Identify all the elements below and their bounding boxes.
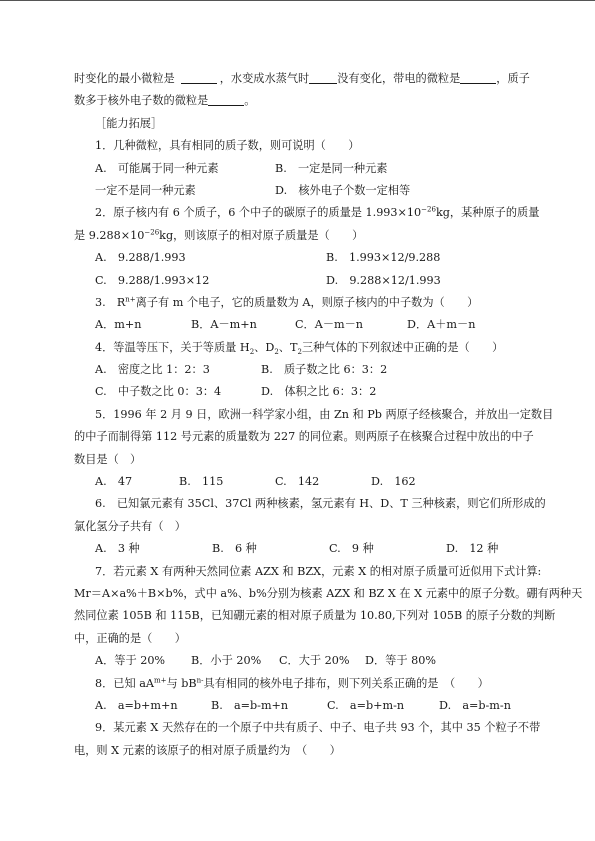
- q7-stem-3: 然同位素 105B 和 115B，已知硼元素的相对原子质量为 10.80,下列对 105B 的原子分数的判断: [74, 609, 556, 623]
- q5-option-a: A. 47: [95, 475, 133, 489]
- q9-stem-2: 电，则 X 元素的该原子的相对原子质量约为 （ ）: [74, 743, 341, 757]
- text: 离子有 m 个电子，它的质量数为 A，则原子核内的中子数为（ ）: [135, 295, 479, 309]
- text: 、D: [254, 340, 275, 354]
- q7-option-c: C．大于 20%: [279, 654, 350, 668]
- subscript: 2: [274, 347, 279, 356]
- text: ，质子: [496, 72, 530, 85]
- subscript: 2: [249, 347, 255, 356]
- q5-stem-1: 5．1996 年 2 月 9 日，欧洲一科学家小组，由 Zn 和 Pb 两原子经核聚合，并放出一定数目: [95, 407, 554, 421]
- superscript: n+: [125, 295, 136, 304]
- q1-stem: 1．几种微粒，具有相同的质子数，则可说明（ ）: [95, 139, 360, 153]
- text: 与 bB: [166, 676, 197, 690]
- q3-option-a: A．m+n: [95, 318, 142, 332]
- superscript: m+: [154, 675, 167, 684]
- q6-options: [74, 538, 544, 560]
- q4-options-1: [74, 359, 544, 381]
- q8-option-d: D. a=b-m-n: [439, 698, 511, 712]
- q5-option-b: B. 115: [179, 475, 224, 489]
- worksheet: [74, 68, 583, 762]
- q6-option-a: A. 3 种: [95, 542, 140, 556]
- q7-option-a: A．等于 20%: [95, 654, 166, 668]
- text: 3. R: [95, 295, 126, 309]
- q6-stem-2: 氯化氢分子共有（ ）: [74, 519, 186, 533]
- text: 是 9.288×10: [74, 228, 145, 242]
- q2-options-2: [74, 270, 544, 292]
- q5-options: [74, 471, 544, 493]
- q1-option-d: D. 核外电子个数一定相等: [275, 183, 411, 197]
- q5-option-d: D. 162: [371, 475, 416, 489]
- q3-options: [74, 314, 544, 336]
- q1-option-b: B. 一定是同一种元素: [275, 161, 388, 175]
- q1-option-a: A. 可能属于同一种元素: [95, 161, 219, 175]
- answer-blank: [309, 71, 337, 84]
- q8-option-c: C. a=b+m-n: [327, 698, 405, 712]
- q6-option-d: D. 12 种: [446, 542, 499, 556]
- q7-options: [74, 650, 544, 672]
- q7-stem-4: 中，正确的是（ ）: [74, 631, 186, 645]
- q4-option-d: D. 体积之比 6：3：2: [261, 385, 377, 399]
- q1-options-2: [74, 180, 544, 202]
- text: 三种气体的下列叙述中正确的是（ ）: [301, 340, 504, 354]
- subscript: 2: [297, 347, 302, 356]
- q1-option-c: 一定不是同一种元素: [95, 183, 196, 197]
- q2-stem-2: [74, 225, 544, 247]
- text: 8．已知 aA: [95, 676, 154, 690]
- q7-option-b: B．小于 20%: [191, 654, 262, 668]
- q3-option-d: D．A＋m－n: [407, 318, 476, 332]
- text: 。: [244, 94, 256, 108]
- intro-line-1: [74, 68, 544, 90]
- q3-stem: [74, 292, 544, 314]
- text: 具有相同的核外电子排布，则下列关系正确的是 （ ）: [203, 676, 489, 690]
- q8-options: [74, 695, 544, 717]
- superscript: n-: [196, 675, 204, 684]
- text: 没有变化，带电的微粒是: [337, 72, 461, 85]
- q8-stem: [74, 673, 544, 695]
- q2-option-d: D. 9.288×12/1.993: [326, 273, 441, 287]
- q5-stem-3: 数目是（ ）: [74, 452, 142, 466]
- intro-line-2: [74, 90, 544, 112]
- q5-option-c: C. 142: [275, 475, 320, 489]
- q8-option-a: A. a=b+m+n: [95, 698, 178, 712]
- q6-option-c: C. 9 种: [329, 542, 374, 556]
- q2-option-b: B. 1.993×12/9.288: [326, 251, 441, 265]
- q6-stem-1: 6. 已知氯元素有 35Cl、37Cl 两种核素，氢元素有 H、D、T 三种核素，则它们所形成的: [95, 497, 546, 511]
- q4-stem: [74, 337, 544, 359]
- q2-option-a: A. 9.288/1.993: [95, 251, 186, 265]
- text: kg，则该原子的相对原子质量是（ ）: [159, 228, 364, 242]
- text: 4．等温等压下，关于等质量 H: [95, 340, 250, 354]
- answer-blank: [208, 93, 244, 106]
- text: 、T: [278, 340, 298, 354]
- q2-stem-1: [74, 202, 544, 224]
- q4-option-b: B. 质子数之比 6：3：2: [261, 363, 388, 377]
- section-heading: ［能力拓展］: [95, 116, 163, 130]
- q2-option-c: C. 9.288/1.993×12: [95, 273, 210, 287]
- exponent: −26: [421, 205, 436, 214]
- q8-option-b: B. a=b-m+n: [211, 698, 289, 712]
- text: 时变化的最小微粒是: [74, 72, 175, 85]
- q4-option-a: A. 密度之比 1：2：3: [95, 363, 210, 377]
- q6-option-b: B. 6 种: [212, 542, 257, 556]
- q7-stem-1: 7．若元素 X 有两种天然同位素 AZX 和 BZX，元素 X 的相对原子质量可近似用下式计算:: [95, 564, 542, 578]
- text: kg，某种原子的质量: [435, 206, 540, 220]
- q3-option-b: B．A－m+n: [191, 318, 257, 332]
- q7-option-d: D．等于 80%: [365, 654, 436, 668]
- top-rule: [0, 0, 595, 1]
- q4-option-c: C. 中子数之比 0：3：4: [95, 385, 222, 399]
- q3-option-c: C．A－m－n: [295, 318, 364, 332]
- q1-options-1: [74, 158, 544, 180]
- q9-stem-1: 9．某元素 X 天然存在的一个原子中共有质子、中子、电子共 93 个，其中 35 个粒子不带: [95, 721, 541, 735]
- exponent: −26: [144, 228, 160, 236]
- q2-options-1: [74, 247, 544, 269]
- q5-stem-2: 的中子而制得第 112 号元素的质量数为 227 的同位素。则两原子在核聚合过程中放出的中子: [74, 430, 534, 444]
- text: 数多于核外电子数的微粒是: [74, 94, 209, 108]
- text: ，水变成水蒸气时: [219, 72, 310, 85]
- text: 2．原子核内有 6 个质子，6 个中子的碳原子的质量是 1.993×10: [95, 206, 422, 220]
- answer-blank: [181, 71, 217, 84]
- q7-stem-2: Mr＝A×a%＋B×b%，式中 a%、b%分别为核素 AZX 和 BZ X 在 X 元素中的原子分数。硼有两种天: [74, 586, 583, 600]
- answer-blank: [460, 71, 496, 84]
- q4-options-2: [74, 381, 544, 403]
